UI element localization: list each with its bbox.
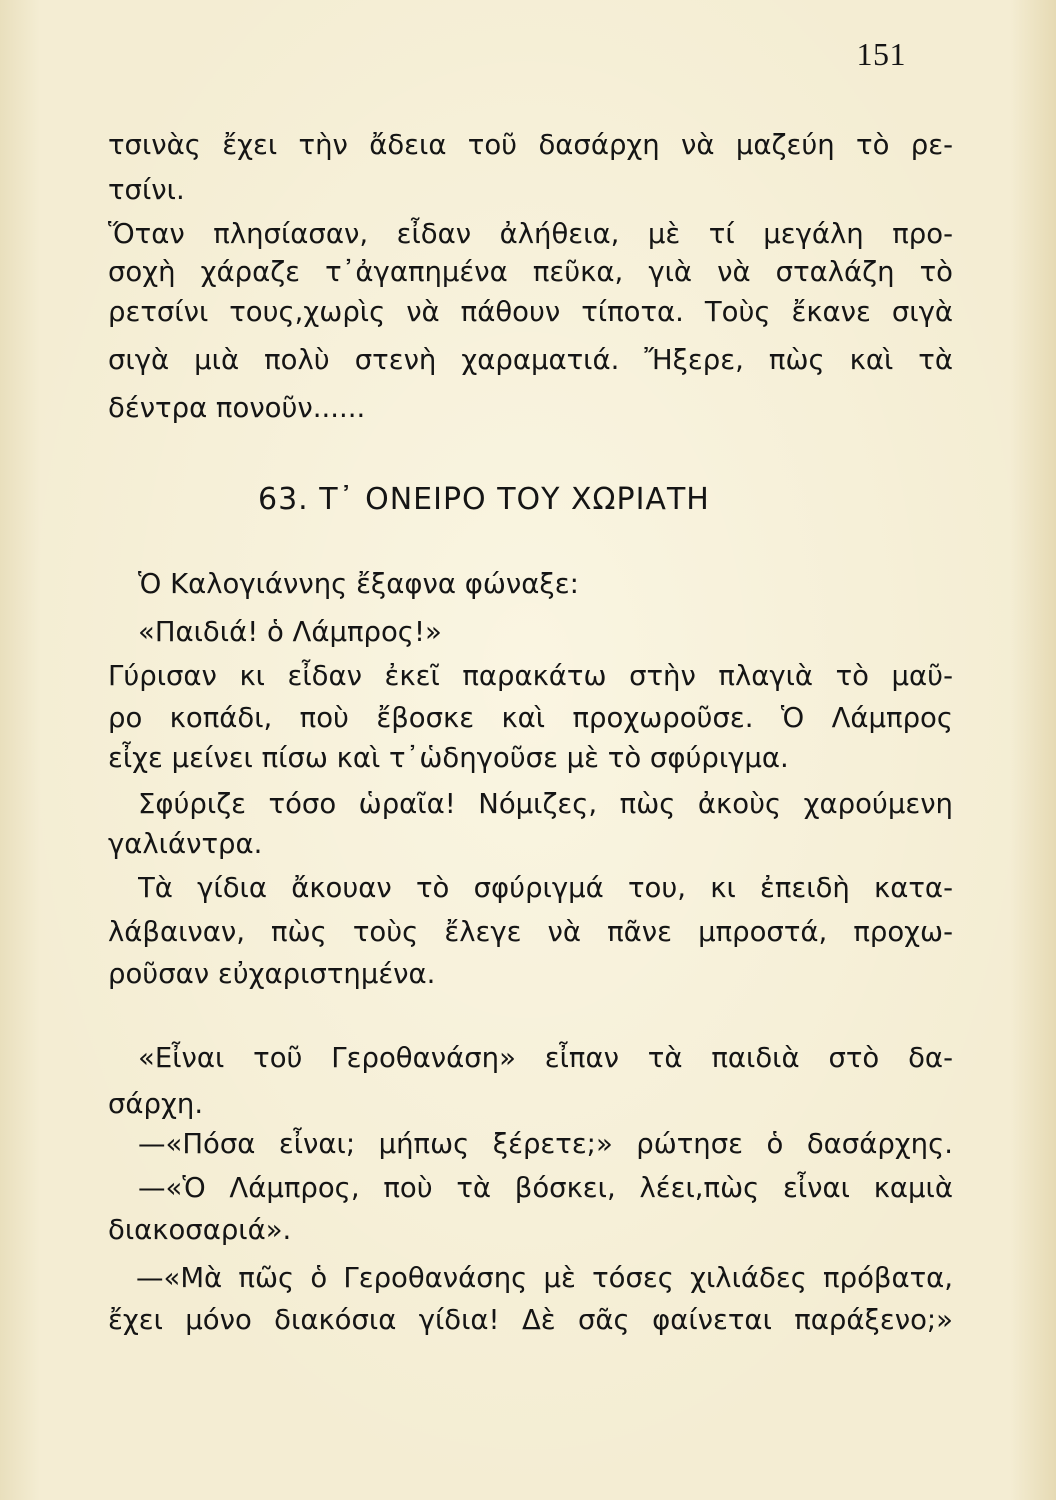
text-line: Ὅταν πλησίασαν, εἶδαν ἀλήθεια, μὲ τί μεγάλη προ- xyxy=(108,218,953,250)
text-line: ἔχει μόνο διακόσια γίδια! Δὲ σᾶς φαίνεται παράξενο;» xyxy=(108,1304,953,1336)
text-line: Ὁ Καλογιάννης ἔξαφνα φώναξε: xyxy=(138,568,579,600)
text-line: Τὰ γίδια ἄκουαν τὸ σφύριγμά του, κι ἐπειδὴ κατα- xyxy=(138,872,953,904)
text-line: σιγὰ μιὰ πολὺ στενὴ χαραματιά. Ἤξερε, πὼς καὶ τὰ xyxy=(108,344,953,376)
text-line: διακοσαριά». xyxy=(108,1214,292,1246)
text-line: «Εἶναι τοῦ Γεροθανάση» εἶπαν τὰ παιδιὰ στὸ δα- xyxy=(138,1042,953,1074)
text-line: τσίνι. xyxy=(108,174,185,206)
text-line: ρο κοπάδι, ποὺ ἔβοσκε καὶ προχωροῦσε. Ὁ Λάμπρος xyxy=(108,702,953,734)
section-title: 63. Τ᾽ ΟΝΕΙΡΟ ΤΟΥ ΧΩΡΙΑΤΗ xyxy=(258,482,710,517)
text-line: λάβαιναν, πὼς τοὺς ἔλεγε νὰ πᾶνε μπροστά, προχω- xyxy=(108,916,953,948)
text-line: ρετσίνι τους,χωρὶς νὰ πάθουν τίποτα. Τοὺς ἔκανε σιγὰ xyxy=(108,296,953,328)
text-line: δέντρα πονοῦν...... xyxy=(108,392,366,424)
text-line: —«Ὁ Λάμπρος, ποὺ τὰ βόσκει, λέει,πὼς εἶναι καμιὰ xyxy=(138,1172,953,1204)
text-line: Γύρισαν κι εἶδαν ἐκεῖ παρακάτω στὴν πλαγιὰ τὸ μαῦ- xyxy=(108,660,953,692)
page-number: 151 xyxy=(856,36,906,72)
text-line: «Παιδιά! ὁ Λάμπρος!» xyxy=(138,616,442,648)
text-line: σοχὴ χάραζε τ᾽ἀγαπημένα πεῦκα, γιὰ νὰ σταλάζη τὸ xyxy=(108,256,953,288)
text-line: τσινὰς ἔχει τὴν ἄδεια τοῦ δασάρχη νὰ μαζεύη τὸ ρε- xyxy=(108,129,953,161)
text-line: εἶχε μείνει πίσω καὶ τ᾽ὡδηγοῦσε μὲ τὸ σφύριγμα. xyxy=(108,742,789,774)
text-line: σάρχη. xyxy=(108,1088,204,1120)
text-line: —«Μὰ πῶς ὁ Γεροθανάσης μὲ τόσες χιλιάδες πρόβατα, xyxy=(136,1262,953,1294)
text-line: Σφύριζε τόσο ὡραῖα! Νόμιζες, πὼς ἀκοὺς χαρούμενη xyxy=(138,788,953,820)
text-line: ροῦσαν εὐχαριστημένα. xyxy=(108,958,436,990)
text-line: γαλιάντρα. xyxy=(108,828,263,860)
text-line: —«Πόσα εἶναι; μήπως ξέρετε;» ρώτησε ὁ δασάρχης. xyxy=(138,1128,953,1160)
